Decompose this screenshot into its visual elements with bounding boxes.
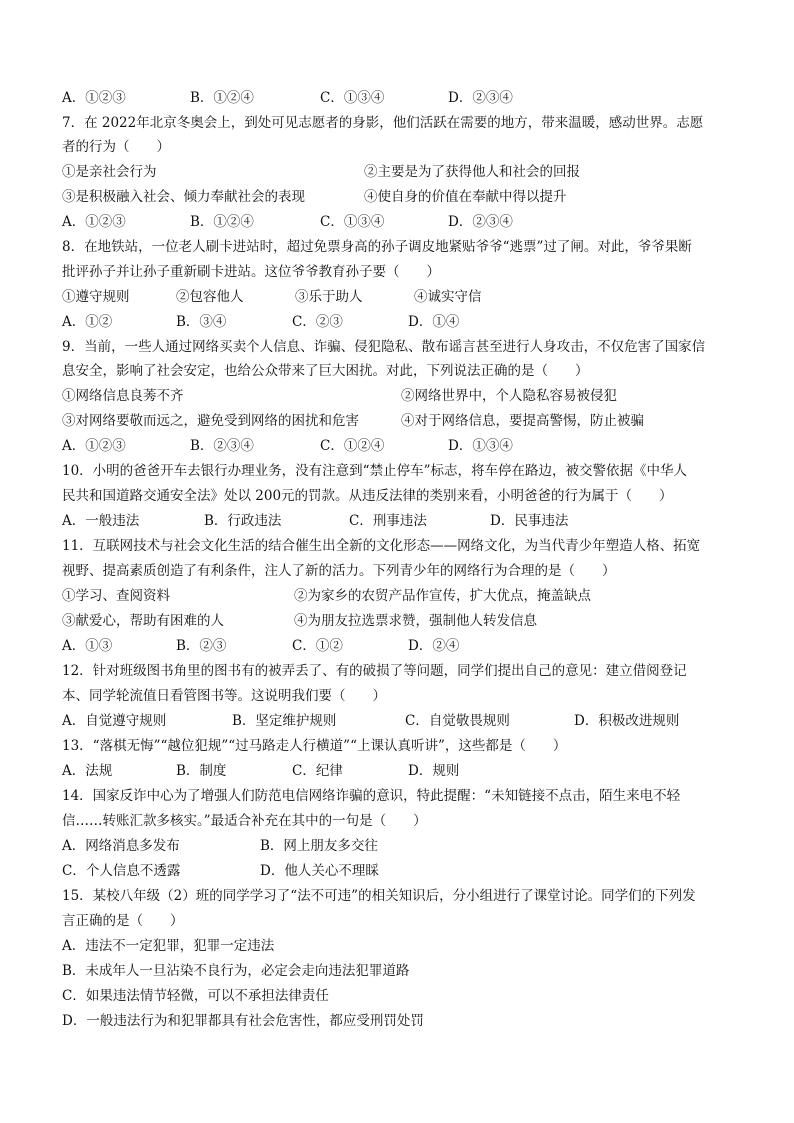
q14-option-d: D．他人关心不理睬 — [260, 863, 379, 879]
q13-option-b: B．制度 — [176, 763, 227, 779]
q7-option-b: B．①②④ — [190, 214, 254, 230]
q15-option-d: D．一般违法行为和犯罪都具有社会危害性，都应受刑罚处罚 — [62, 1013, 424, 1029]
q13-stem-line-1: 13．“落棋无悔”“越位犯规”“过马路走人行横道”“上课认真听讲”，这些都是（ ） — [62, 738, 567, 754]
q12-option-c: C．自觉敬畏规则 — [405, 713, 510, 729]
q9-option-b: B．②③④ — [190, 438, 254, 454]
q11-stem-line-1: 11．互联网技术与社会文化生活的结合催生出全新的文化形态——网络文化，为当代青少年塑造人格、拓宽 — [62, 538, 701, 554]
q7-item-1: ①是亲社会行为 — [62, 164, 157, 180]
q11-item-1: ①学习、查阅资料 — [62, 588, 170, 604]
q8-stem-line-2: 批评孙子并让孙子重新刷卡进站。这位爷爷教育孙子要（ ） — [62, 264, 440, 280]
q9-item-3: ③对网络要敬而远之，避免受到网络的困扰和危害 — [62, 413, 359, 429]
q6-option-b: B．①②④ — [190, 90, 254, 106]
q11-item-3: ③献爱心，帮助有困难的人 — [62, 613, 224, 629]
q6-option-a: A．①②③ — [62, 90, 126, 106]
q10-option-b: B．行政违法 — [204, 513, 282, 529]
q7-option-d: D．②③④ — [448, 214, 513, 230]
q13-option-c: C．纪律 — [292, 763, 343, 779]
q9-stem-line-2: 息安全，影响了社会安定，也给公众带来了巨大困扰。对此，下列说法正确的是（ ） — [62, 363, 589, 379]
q8-option-c: C．②③ — [292, 314, 343, 330]
q12-stem-line-2: 本、同学轮流值日看管图书等。这说明我们要（ ） — [62, 688, 386, 704]
q13-option-a: A．法规 — [62, 763, 113, 779]
q7-option-a: A．①②③ — [62, 214, 126, 230]
q15-stem-line-2: 言正确的是（ ） — [62, 913, 184, 929]
q11-item-2: ②为家乡的农贸产品作宣传，扩大优点，掩盖缺点 — [294, 588, 591, 604]
q8-item-4: ④诚实守信 — [414, 289, 482, 305]
q9-item-2: ②网络世界中，个人隐私容易被侵犯 — [401, 388, 617, 404]
q8-item-1: ①遵守规则 — [62, 289, 130, 305]
q12-option-a: A．自觉遵守规则 — [62, 713, 167, 729]
q8-option-d: D．①④ — [408, 314, 460, 330]
q11-option-a: A．①③ — [62, 638, 113, 654]
q6-option-d: D．②③④ — [448, 90, 513, 106]
q11-item-4: ④为朋友拉选票求赞，强制他人转发信息 — [294, 613, 537, 629]
q7-stem-line-1: 7．在 2022年北京冬奥会上，到处可见志愿者的身影，他们活跃在需要的地方，带来温暖，感动世界。志愿 — [62, 115, 704, 131]
q8-option-a: A．①② — [62, 314, 113, 330]
q9-option-a: A．①②③ — [62, 438, 126, 454]
q9-option-d: D．①③④ — [448, 438, 513, 454]
q8-item-2: ②包容他人 — [176, 289, 244, 305]
q8-item-3: ③乐于助人 — [295, 289, 363, 305]
q9-stem-line-1: 9．当前，一些人通过网络买卖个人信息、诈骗、侵犯隐私、散布谣言甚至进行人身攻击，不仅危害了国家信 — [62, 339, 706, 355]
q15-option-b: B．未成年人一旦沾染不良行为，必定会走向违法犯罪道路 — [62, 963, 410, 979]
q14-stem-line-2: 信……转账汇款多核实。”最适合补充在其中的一句是（ ） — [62, 813, 427, 829]
q12-stem-line-1: 12．针对班级图书角里的图书有的被弄丢了、有的破损了等问题，同学们提出自己的意见：建立借阅登记 — [62, 663, 687, 679]
q12-option-d: D．积极改进规则 — [574, 713, 680, 729]
q12-option-b: B．坚定维护规则 — [232, 713, 337, 729]
q7-item-3: ③是积极融入社会、倾力奉献社会的表现 — [62, 189, 305, 205]
q7-item-4: ④使自身的价值在奉献中得以提升 — [364, 189, 567, 205]
q9-option-c: C．①②④ — [320, 438, 385, 454]
q13-option-d: D．规则 — [408, 763, 460, 779]
q11-stem-line-2: 视野、提高素质创造了有利条件，注人了新的活力。下列青少年的网络行为合理的是（ ） — [62, 563, 616, 579]
q15-stem-line-1: 15．某校八年级（2）班的同学学习了“法不可违”的相关知识后，分小组进行了课堂讨论。同学们的下列发 — [62, 888, 696, 904]
q14-option-c: C．个人信息不透露 — [62, 863, 181, 879]
q10-option-c: C．刑事违法 — [349, 513, 427, 529]
q11-option-c: C．①② — [292, 638, 343, 654]
q11-option-b: B．②③ — [176, 638, 227, 654]
q8-stem-line-1: 8．在地铁站，一位老人刷卡进站时，超过免票身高的孙子调皮地紧贴爷爷“逃票”过了闸。对此，爷爷果断 — [62, 239, 692, 255]
q9-item-1: ①网络信息良莠不齐 — [62, 388, 184, 404]
q10-stem-line-1: 10．小明的爸爸开车去银行办理业务，没有注意到“禁止停车”标志，将车停在路边，被交警依据《中华人 — [62, 463, 687, 479]
q6-option-c: C．①③④ — [320, 90, 385, 106]
q10-option-a: A．一般违法 — [62, 513, 140, 529]
q10-stem-line-2: 民共和国道路交通安全法》处以 200元的罚款。从违反法律的类别来看，小明爸爸的行为属于（ ） — [62, 488, 673, 504]
q10-option-d: D．民事违法 — [490, 513, 569, 529]
q14-option-b: B．网上朋友多交往 — [260, 838, 378, 854]
q8-option-b: B．③④ — [176, 314, 227, 330]
q7-option-c: C．①③④ — [320, 214, 385, 230]
q11-option-d: D．②④ — [408, 638, 460, 654]
q7-stem-line-2: 者的行为（ ） — [62, 139, 170, 155]
q7-item-2: ②主要是为了获得他人和社会的回报 — [364, 164, 580, 180]
q15-option-c: C．如果违法情节轻微，可以不承担法律责任 — [62, 988, 329, 1004]
q9-item-4: ④对于网络信息，要提高警惕，防止被骗 — [401, 413, 644, 429]
q15-option-a: A．违法不一定犯罪，犯罪一定违法 — [62, 938, 275, 954]
q14-option-a: A．网络消息多发布 — [62, 838, 180, 854]
q14-stem-line-1: 14．国家反诈中心为了增强人们防范电信网络诈骗的意识，特此提醒：“未知链接不点击，陌生来电不轻 — [62, 788, 681, 804]
